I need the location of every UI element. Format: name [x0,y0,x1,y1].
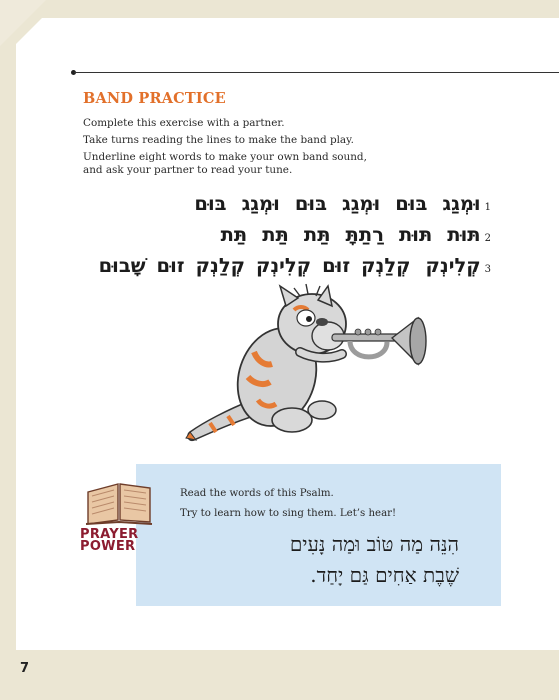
hebrew-line-3 [88,254,491,277]
hebrew-word: תַּת [303,223,331,246]
instruction-1: Complete this exercise with a partner. [83,117,285,129]
psalm-instruction-2: Try to learn how to sing them. Let’s hear! [180,508,397,519]
instruction-3: Underline eight words to make your own band sound, [83,151,367,163]
line-number: 3 [484,264,491,275]
hebrew-word: תַּת [262,223,289,246]
open-book-icon [84,478,154,526]
hebrew-word: קְלַנְק [361,254,411,277]
instruction-4: and ask your partner to read your tune. [83,164,293,176]
psalm-instruction-1: Read the words of this Psalm. [180,488,334,499]
hebrew-word: בּוּם [294,192,327,215]
hebrew-word: תּוּת [398,223,433,246]
hebrew-line-2 [206,223,491,246]
hebrew-word: תַּת [220,223,248,246]
top-rule [74,72,559,73]
page-number: 7 [20,661,30,676]
hebrew-word: זוּם [156,254,185,277]
prayer-power-label-1: PRAYER [80,527,139,542]
hebrew-word: קְלַנְק [195,254,245,277]
hebrew-word: וּמְגַג [241,192,280,215]
psalm-line-1: הִנֵּה מַה טּוֹב וּמַה נָּעִים [289,532,459,556]
hebrew-word: שָׁבוּם [98,254,146,277]
line-number: 1 [484,202,491,213]
hebrew-word: וּמְגַג [442,192,481,215]
prayer-power-label-2: POWER [80,539,136,554]
hebrew-word: בּוּם [194,192,227,215]
line-number: 2 [484,233,491,244]
hebrew-word: תּוּת [447,223,481,246]
instruction-2: Take turns reading the lines to make the band play. [83,134,354,146]
hebrew-word: וּמְגַג [341,192,381,215]
hebrew-word: זוּם [322,254,351,277]
section-title: BAND PRACTICE [83,90,226,107]
cat-trumpet-illustration [182,282,442,452]
hebrew-line-1 [179,192,491,215]
hebrew-word: קְלִינְק [255,254,312,277]
hebrew-word: בּוּם [395,192,428,215]
hebrew-word: קְלִינְק [425,254,481,277]
psalm-line-2: שֶׁבֶת אַחִים גַּם יָחַד. [310,563,459,587]
hebrew-word: רַתַתָּ [345,223,384,246]
